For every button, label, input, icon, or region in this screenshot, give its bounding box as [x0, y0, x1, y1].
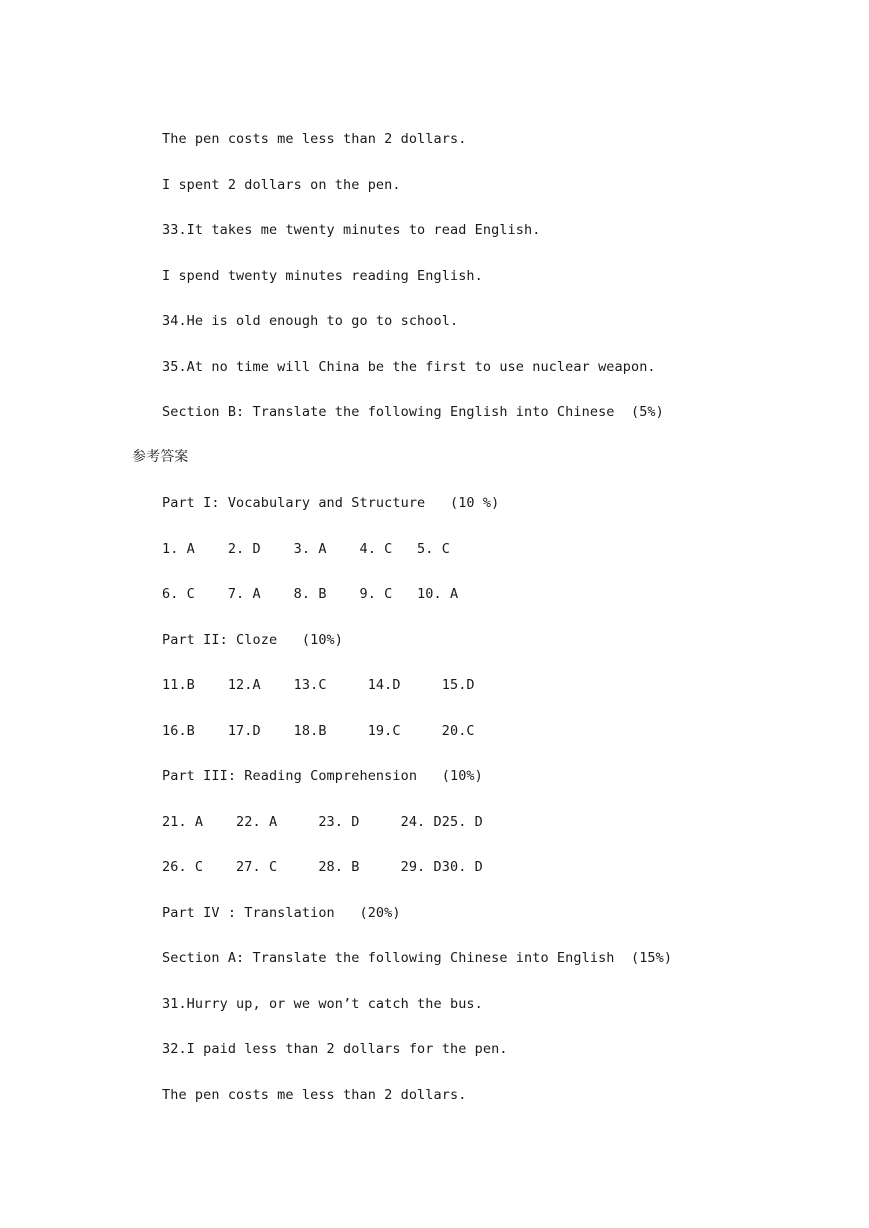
text-line: 32.I paid less than 2 dollars for the pen.: [162, 1041, 508, 1057]
part-heading: Part I: Vocabulary and Structure (10 %): [162, 495, 500, 511]
answer-row: 26. C 27. C 28. B 29. D30. D: [162, 859, 483, 875]
answer-row: 1. A 2. D 3. A 4. C 5. C: [162, 541, 450, 557]
text-line: 34.He is old enough to go to school.: [162, 313, 459, 329]
answer-row: 6. C 7. A 8. B 9. C 10. A: [162, 586, 459, 602]
text-line: 35.At no time will China be the first to use nuclear weapon.: [162, 359, 656, 375]
text-line: The pen costs me less than 2 dollars.: [162, 1087, 467, 1103]
section-heading: Section A: Translate the following Chinese into English (15%): [162, 950, 673, 966]
section-heading: Section B: Translate the following English into Chinese (5%): [162, 404, 664, 420]
text-line: I spend twenty minutes reading English.: [162, 268, 483, 284]
text-line: I spent 2 dollars on the pen.: [162, 177, 401, 193]
answer-row: 21. A 22. A 23. D 24. D25. D: [162, 814, 483, 830]
text-line: 33.It takes me twenty minutes to read English.: [162, 222, 541, 238]
text-line: The pen costs me less than 2 dollars.: [162, 131, 467, 147]
answer-row: 16.B 17.D 18.B 19.C 20.C: [162, 723, 475, 739]
part-heading: Part IV : Translation (20%): [162, 905, 401, 921]
text-line: 31.Hurry up, or we won’t catch the bus.: [162, 996, 483, 1012]
part-heading: Part II: Cloze (10%): [162, 632, 344, 648]
answer-row: 11.B 12.A 13.C 14.D 15.D: [162, 677, 475, 693]
part-heading: Part III: Reading Comprehension (10%): [162, 768, 483, 784]
answer-key-heading: 参考答案: [132, 449, 189, 465]
